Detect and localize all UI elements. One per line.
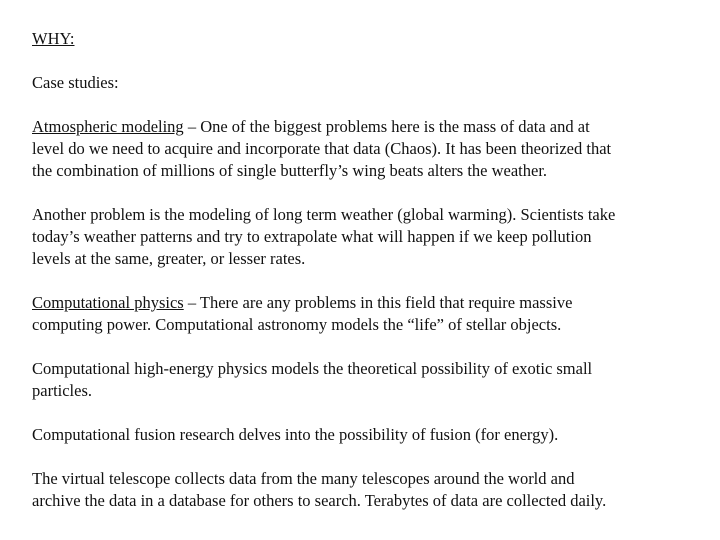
paragraph-line: Another problem is the modeling of long term weather (global warming). Scientists take xyxy=(32,205,616,224)
paragraph-climate-modeling xyxy=(32,204,692,270)
paragraph-line-text: – One of the biggest problems here is the mass of data and at xyxy=(183,117,590,136)
paragraph-line: Computational fusion research delves into the possibility of fusion (for energy). xyxy=(32,425,559,444)
section-label-block xyxy=(32,72,692,94)
heading-text: WHY: xyxy=(32,29,75,48)
heading-block xyxy=(32,28,692,50)
paragraph-line: the combination of millions of single butterfly’s wing beats alters the weather. xyxy=(32,161,548,180)
paragraph-line: computing power. Computational astronomy models the “life” of stellar objects. xyxy=(32,315,562,334)
paragraph-line: levels at the same, greater, or lesser rates. xyxy=(32,249,306,268)
document-body xyxy=(32,28,692,512)
paragraph-virtual-telescope xyxy=(32,468,692,512)
heading xyxy=(32,28,692,50)
paragraph-line xyxy=(32,116,692,138)
paragraph-high-energy-physics xyxy=(32,358,692,402)
section-label: Case studies: xyxy=(32,73,119,92)
paragraph-line: particles. xyxy=(32,381,93,400)
paragraph-line: The virtual telescope collects data from the many telescopes around the world and xyxy=(32,469,575,488)
paragraph-line xyxy=(32,292,692,314)
paragraph-line: archive the data in a database for others to search. Terabytes of data are collected daily. xyxy=(32,491,607,510)
paragraph-line-text: – There are any problems in this field that require massive xyxy=(183,293,573,312)
term-atmospheric-modeling: Atmospheric modeling xyxy=(32,117,184,136)
paragraph-computational-physics xyxy=(32,292,692,336)
term-computational-physics: Computational physics xyxy=(32,293,184,312)
paragraph-line: Computational high-energy physics models the theoretical possibility of exotic small xyxy=(32,359,593,378)
paragraph-fusion-research xyxy=(32,424,692,446)
paragraph-line: today’s weather patterns and try to extrapolate what will happen if we keep pollution xyxy=(32,227,592,246)
paragraph-line: level do we need to acquire and incorporate that data (Chaos). It has been theorized that xyxy=(32,139,612,158)
paragraph-atmospheric-modeling xyxy=(32,116,692,182)
